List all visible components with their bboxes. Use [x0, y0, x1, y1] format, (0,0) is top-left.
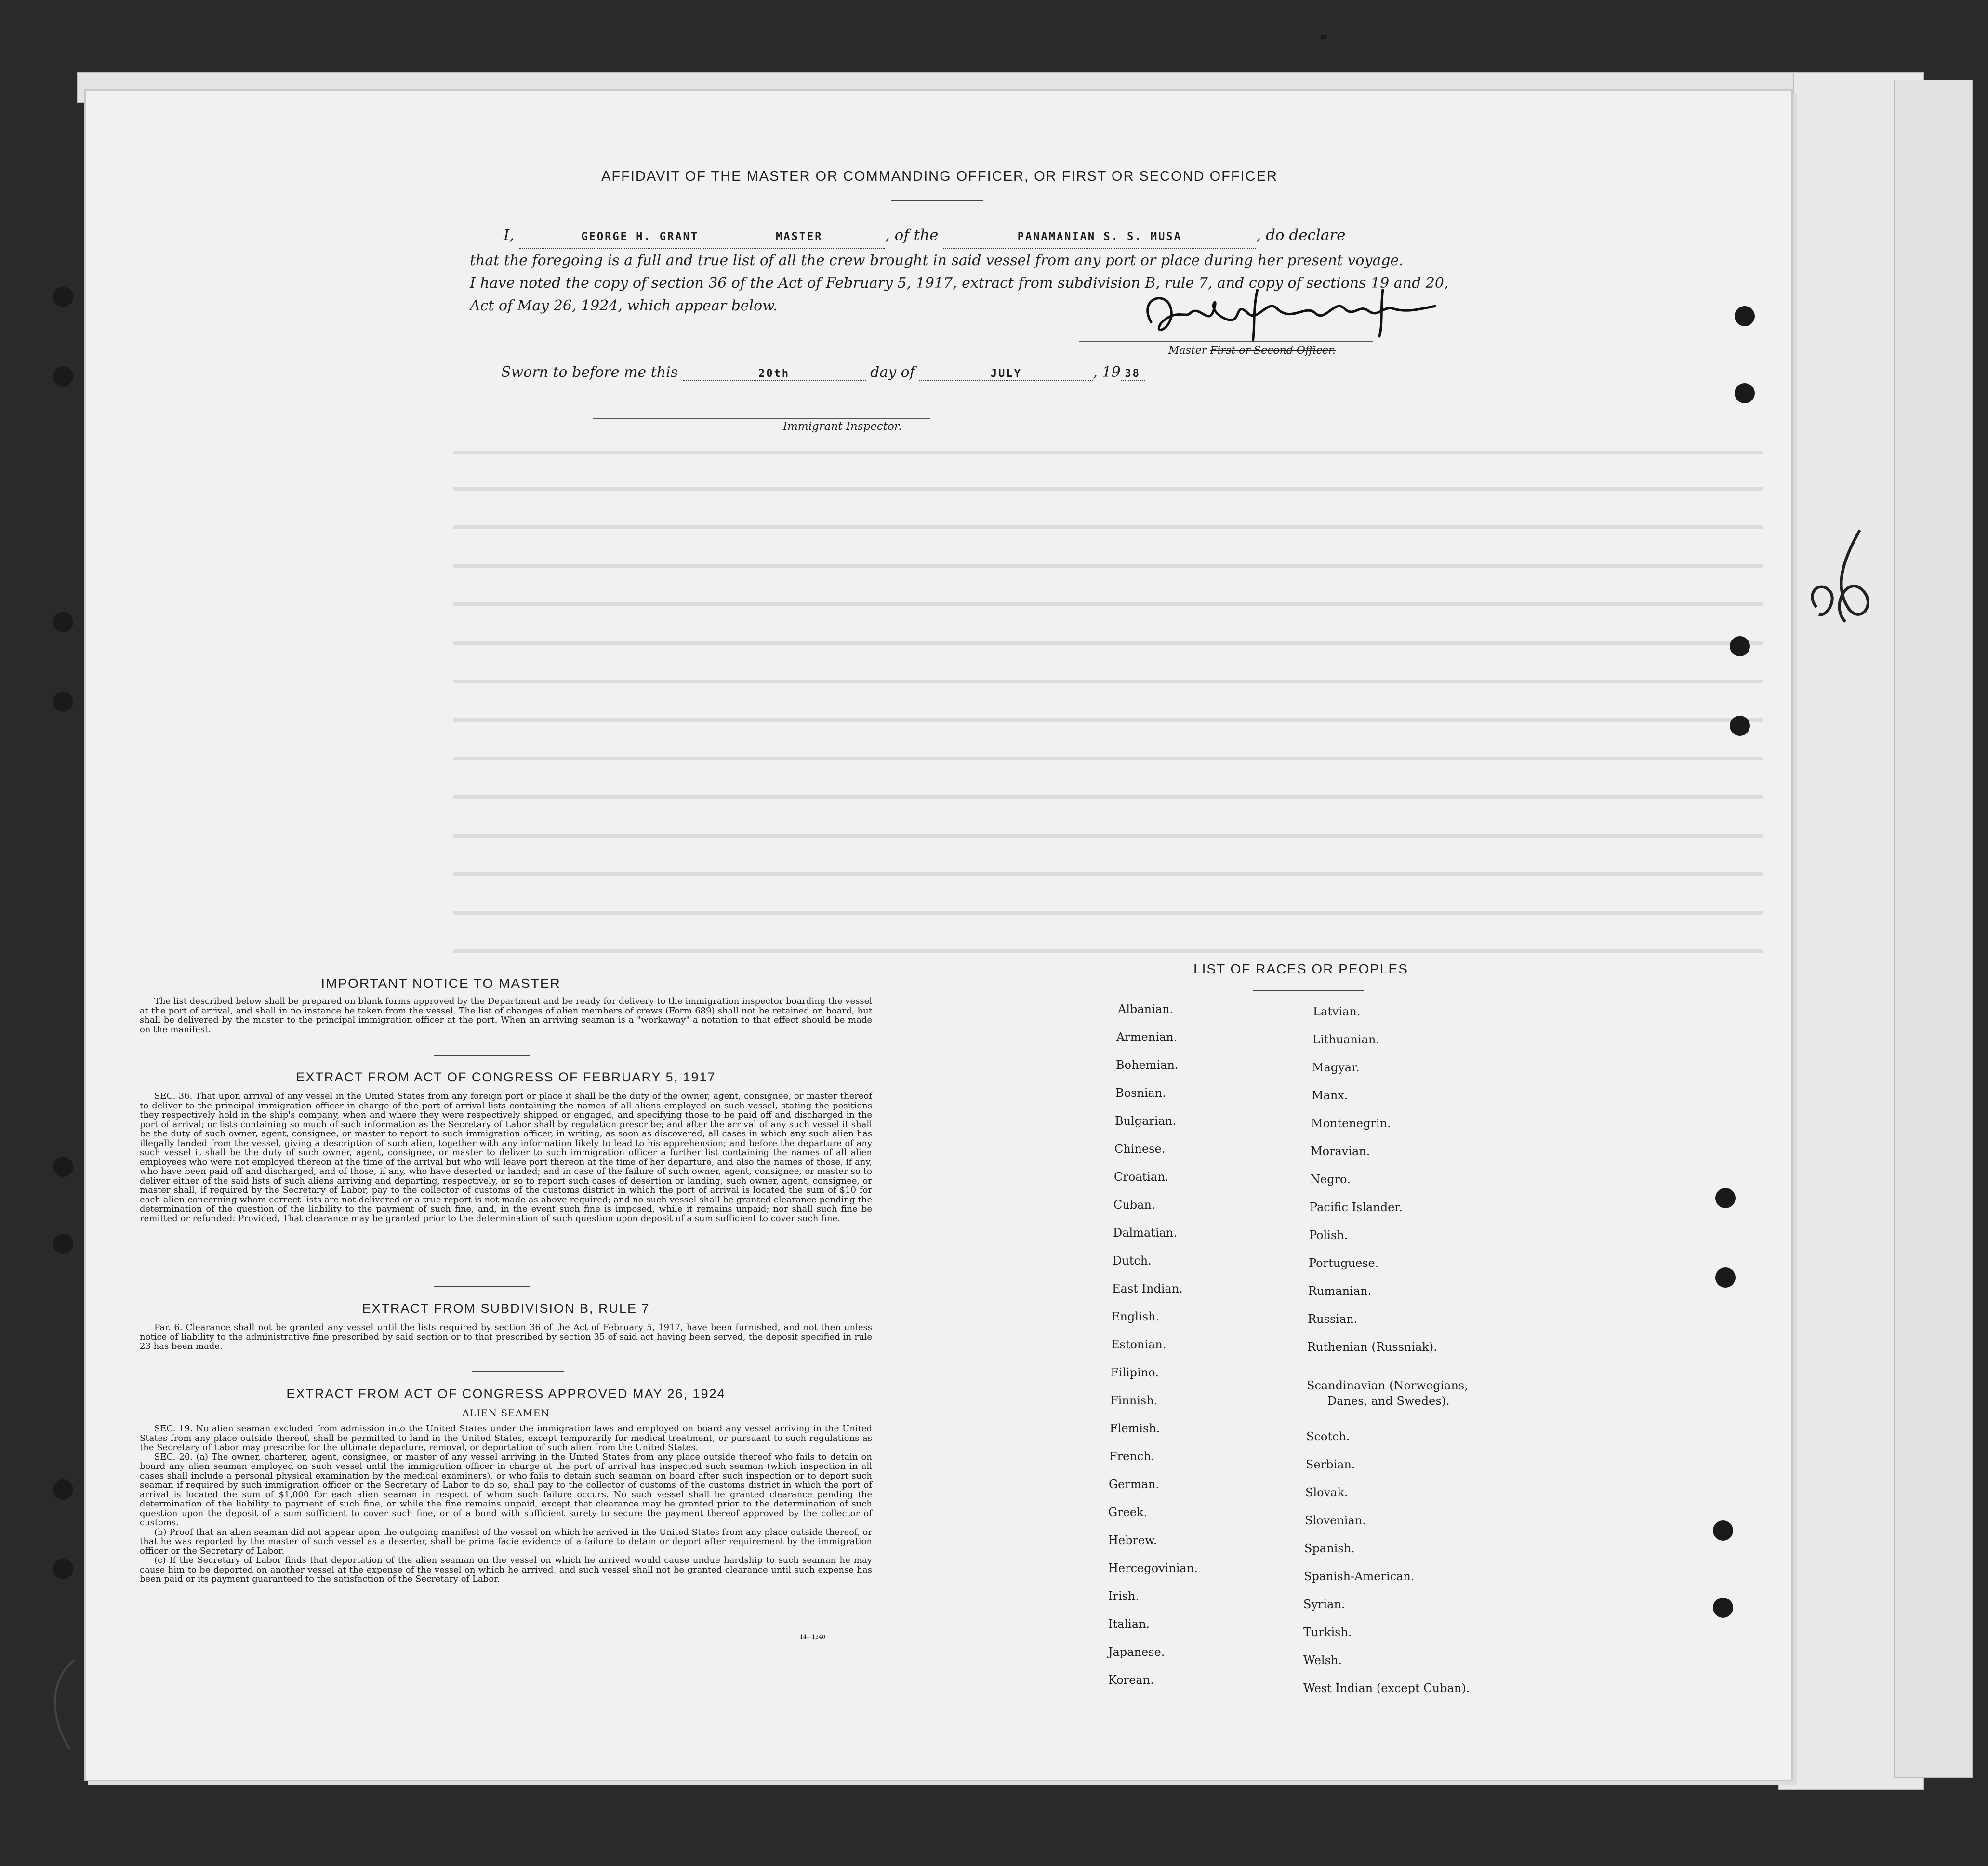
races-title: LIST OF RACES OR PEOPLES: [1193, 961, 1408, 976]
race-item: Magyar.: [1312, 1061, 1360, 1074]
extract-1924-title: EXTRACT FROM ACT OF CONGRESS APPROVED MAY 26, 1924: [286, 1386, 726, 1401]
race-item: Armenian.: [1116, 1030, 1178, 1044]
extract-1917-body: [140, 1092, 872, 1223]
race-item: Scotch.: [1306, 1430, 1350, 1443]
race-item: German.: [1109, 1478, 1159, 1491]
bleed-through-line: [453, 641, 1763, 645]
divider: [434, 1055, 530, 1056]
sec36-text: SEC. 36. That upon arrival of any vessel in the United States from any foreign port or place it shall be the duty of the owner, agent, consignee, or master thereof to deliver to the principal immigration officer in charge of the port of arrival lists containing the names of all aliens employed on such vessel, stating the positions they respectively hold in the ship's company, when and where they were respectively shipped or engaged, and specifying those to be paid off and discharged in the port of arrival; or lists containing so much of such information as the Secretary of Labor shall by regulation prescribe; and after the arrival of any such vessel it shall be the duty of such owner, agent, consignee, or master to report to such immigration officer, in writing, as soon as discovered, all cases in which any such alien has illegally landed from the vessel, giving a description of such alien, together with any information likely to lead to his apprehension; and before the departure of any such vessel it shall be the duty of such owner, agent, consignee, or master to deliver to such immigration officer a further list containing the names of all alien employees who were not employed thereon at the time of the arrival but who will leave port thereon at the time of her departure, and also the names of those, if any, who have been paid off and discharged, and of those, if any, who have deserted or landed; and in case of the failure of such owner, agent, consignee, or master so to deliver either of the said lists of such aliens arriving and departing, respectively, or so to report such cases of desertion or landing, such owner, agent, consignee, or master shall, if required by the Secretary of Labor, pay to the collector of customs of the customs district in which the port of arrival is located the sum of $10 for each alien concerning whom correct lists are not delivered or a true report is not made as above required; and no such vessel shall be granted clearance pending the determination of the question of the liability to the payment of such fine, and, in the event such fine is imposed, while it remains unpaid; nor shall such fine be remitted or refunded: Provided, That clearance may be granted prior to the determination of such question upon deposit of a sum sufficient to cover such fine.: [140, 1091, 872, 1224]
race-item: Syrian.: [1303, 1598, 1345, 1611]
race-item: Flemish.: [1110, 1422, 1160, 1435]
bleed-through-line: [453, 564, 1763, 568]
bleed-through-line: [453, 949, 1763, 953]
bleed-through-line: [453, 834, 1763, 838]
race-item: Polish.: [1309, 1228, 1348, 1242]
affidavit-title: AFFIDAVIT OF THE MASTER OR COMMANDING OFFICER, OR FIRST OR SECOND OFFICER: [601, 169, 1278, 184]
race-item: Scandinavian (Norwegians,: [1307, 1379, 1468, 1392]
race-item: Hercegovinian.: [1108, 1561, 1198, 1575]
bleed-through-line: [453, 602, 1763, 606]
master-rank: MASTER: [776, 231, 823, 243]
extract-1917-title: EXTRACT FROM ACT OF CONGRESS OF FEBRUARY 5, 1917: [296, 1070, 716, 1084]
punch-hole: [1730, 716, 1750, 736]
page-curl-mark: [46, 1658, 84, 1754]
punch-hole: [1735, 383, 1755, 403]
punch-hole: [1713, 1598, 1733, 1618]
punch-hole: [53, 1479, 73, 1500]
punch-hole: [53, 612, 73, 632]
race-item: Croatian.: [1114, 1170, 1169, 1184]
race-item: French.: [1109, 1450, 1155, 1463]
race-item: Moravian.: [1311, 1145, 1370, 1158]
race-item: Latvian.: [1313, 1005, 1361, 1018]
bleed-through-line: [453, 718, 1763, 722]
race-item: East Indian.: [1112, 1282, 1183, 1295]
bleed-through-line: [453, 911, 1763, 915]
rule7-body: [140, 1323, 872, 1351]
race-item: Korean.: [1108, 1673, 1154, 1687]
race-item: Slovak.: [1305, 1486, 1348, 1499]
race-item: Russian.: [1308, 1312, 1358, 1326]
race-item: Dalmatian.: [1113, 1226, 1178, 1240]
punch-hole: [1715, 1267, 1736, 1288]
punch-hole: [53, 1157, 73, 1177]
bleed-through-line: [453, 525, 1763, 529]
divider: [434, 1286, 530, 1287]
race-item: Estonian.: [1111, 1338, 1166, 1351]
divider: [891, 200, 983, 201]
race-item: Greek.: [1108, 1506, 1148, 1519]
race-item: Ruthenian (Russniak).: [1307, 1340, 1437, 1354]
inspector-caption: Immigrant Inspector.: [783, 420, 902, 433]
affidavit-prefix: I,: [504, 227, 515, 244]
bleed-through-line: [453, 487, 1763, 491]
race-item: Irish.: [1108, 1589, 1140, 1603]
back-sheet-2: [1894, 80, 1973, 1778]
race-item: Chinese.: [1114, 1142, 1166, 1156]
race-item: Rumanian.: [1308, 1284, 1372, 1298]
race-item: Negro.: [1310, 1173, 1351, 1186]
inspector-signature-line: [593, 418, 930, 419]
race-item: Slovenian.: [1305, 1514, 1366, 1527]
race-item: Turkish.: [1303, 1626, 1352, 1639]
affidavit-line-4: Act of May 26, 1924, which appear below.: [470, 297, 778, 314]
race-item: Portuguese.: [1309, 1256, 1379, 1270]
race-item: Spanish-American.: [1304, 1570, 1415, 1583]
race-item: Dutch.: [1113, 1254, 1152, 1267]
signature-caption: [1168, 345, 1336, 357]
bleed-through-line: [453, 795, 1763, 799]
race-item: Bulgarian.: [1115, 1114, 1176, 1128]
race-item: Albanian.: [1118, 1002, 1174, 1016]
punch-hole: [53, 1234, 73, 1254]
sworn-prefix: Sworn to before me this: [501, 364, 678, 381]
master-name-field: [519, 226, 885, 249]
races-right-column: [1303, 1005, 1617, 1704]
sec20a-text: SEC. 20. (a) The owner, charterer, agent, consignee, or master of any vessel arriving in the United States from any place outside thereof who fails to detain on board any alien seaman employed on such vessel until the immigration officer in charge at the port of arrival has inspected such seaman (which inspection in all cases shall include a personal physical examination by the medical examiners), or who fails to detain such seaman on board after such inspection or to deport such seaman if required by such immigration officer or the Secretary of Labor to do so, shall pay to the collector of customs of the customs district in which the port of arrival is located the sum of $1,000 for each alien seaman in respect of whom such failure occurs. No such vessel shall be granted clearance pending the determination of the liability to payment of such fine, or while the fine remains unpaid, except that clearance may be granted prior to the determination of such question upon the deposit of a sum sufficient to cover such fine, or of a bond with sufficient surety to secure the payment thereof approved by the collector of customs.: [140, 1452, 872, 1528]
sec20b-text: (b) Proof that an alien seaman did not appear upon the outgoing manifest of the vessel on which he arrived in the United States from any place outside thereof, or that he was reported by the master of such vessel as a deserter, shall be prima facie evidence of a failure to detain or deport after requirement by the immigration officer or the Secretary of Labor.: [140, 1527, 872, 1556]
sworn-year-prefix: , 19: [1093, 364, 1121, 381]
race-item: English.: [1112, 1310, 1160, 1323]
race-item: Manx.: [1312, 1089, 1348, 1102]
race-item: Filipino.: [1111, 1366, 1159, 1379]
race-item: Bosnian.: [1115, 1086, 1166, 1100]
sec20c-text: (c) If the Secretary of Labor finds that deportation of the alien seaman on the vessel on which he arrived would cause undue hardship to such seaman he may cause him to be deported on another vessel at the expense of the vessel on which he arrived, and such vessel shall not be granted clearance until such expense has been paid or its payment guaranteed to the satisfaction of the Secretary of Labor.: [140, 1555, 872, 1584]
punch-hole: [53, 287, 73, 307]
punch-hole: [53, 366, 73, 387]
extract-1924-body: [140, 1424, 872, 1584]
punch-hole: [53, 692, 73, 712]
punch-hole: [1735, 306, 1755, 326]
race-item: Japanese.: [1108, 1645, 1165, 1659]
sworn-day-of: day of: [870, 364, 915, 381]
margin-note-text: 28: [1320, 35, 1326, 40]
race-item: Montenegrin.: [1311, 1117, 1391, 1130]
bleed-through-line: [453, 757, 1763, 760]
race-item: Lithuanian.: [1312, 1033, 1380, 1046]
margin-note-28: [1320, 35, 1879, 641]
sec19-text: SEC. 19. No alien seaman excluded from admission into the United States under the immigration laws and employed on board any vessel arriving in the United States from any place outside thereof, shall be permitted to land in the United States, except temporarily for medical treatment, or pursuant to such regulations as the Secretary of Labor may prescribe for the ultimate departure, removal, or deportation of such alien from the United States.: [140, 1424, 872, 1453]
sworn-day-field: 20th: [683, 368, 866, 381]
race-item: Italian.: [1108, 1617, 1150, 1631]
punch-hole: [1713, 1520, 1733, 1541]
rule7-title: EXTRACT FROM SUBDIVISION B, RULE 7: [362, 1301, 650, 1316]
affidavit-line-2: that the foregoing is a full and true list of all the crew brought in said vessel from any port or place during her present voyage.: [470, 252, 1404, 269]
notice-body: [140, 997, 872, 1034]
race-item: Serbian.: [1306, 1458, 1355, 1471]
race-item: Welsh.: [1303, 1653, 1342, 1667]
punch-hole: [1730, 636, 1750, 656]
rule7-text: Par. 6. Clearance shall not be granted any vessel until the lists required by section 36 of the Act of February 5, 1917, have been furnished, and not then unless notice of liability to the administrative fine prescribed by said section or to that prescribed by section 35 of said act having been served, the deposit specified in rule 23 has been made.: [140, 1322, 872, 1351]
race-item: West Indian (except Cuban).: [1303, 1681, 1470, 1695]
affidavit-line-3: I have noted the copy of section 36 of the Act of February 5, 1917, extract from subdivision B, rule 7, and copy of sections 19 and 20,: [470, 275, 1449, 292]
punch-hole: [53, 1559, 73, 1579]
race-item: Pacific Islander.: [1310, 1200, 1403, 1214]
race-item: Spanish.: [1304, 1542, 1355, 1555]
sworn-month-field: JULY: [919, 368, 1093, 381]
divider: [472, 1371, 564, 1372]
do-declare-text: , do declare: [1256, 227, 1346, 244]
race-item: Hebrew.: [1108, 1533, 1157, 1547]
signature-caption-struck: First or Second Officer.: [1210, 345, 1336, 357]
punch-hole: [1715, 1188, 1736, 1208]
bleed-through-line: [453, 680, 1763, 683]
bleed-through-line: [453, 451, 1763, 454]
bleed-through-line: [453, 872, 1763, 876]
race-item: Bohemian.: [1116, 1058, 1179, 1072]
of-the-text: , of the: [885, 227, 939, 244]
sworn-year-field: 38: [1121, 368, 1145, 381]
race-item: Danes, and Swedes).: [1327, 1394, 1450, 1408]
signature-line: [1079, 341, 1373, 342]
sworn-statement: [501, 364, 1145, 381]
form-number: 14—1340: [800, 1634, 825, 1640]
race-item: Cuban.: [1113, 1198, 1155, 1212]
race-item: Finnish.: [1110, 1394, 1158, 1407]
master-name: GEORGE H. GRANT: [581, 231, 699, 243]
vessel-name-field: PANAMANIAN S. S. MUSA: [943, 226, 1256, 249]
notice-title: IMPORTANT NOTICE TO MASTER: [321, 976, 561, 991]
notice-text: The list described below shall be prepared on blank forms approved by the Department and be ready for delivery to the immigration inspector boarding the vessel at the port of arrival, and shall in no instance be taken from the vessel. The list of changes of alien members of crews (Form 689) shall not be retained on board, but shall be delivered by the master to the principal immigration officer at the port. When an arriving seaman is a "workaway" a notation to that effect should be made on the manifest.: [140, 996, 872, 1035]
signature-caption-master: Master: [1168, 345, 1207, 357]
divider: [1253, 990, 1364, 991]
alien-seamen-subtitle: ALIEN SEAMEN: [462, 1407, 550, 1419]
